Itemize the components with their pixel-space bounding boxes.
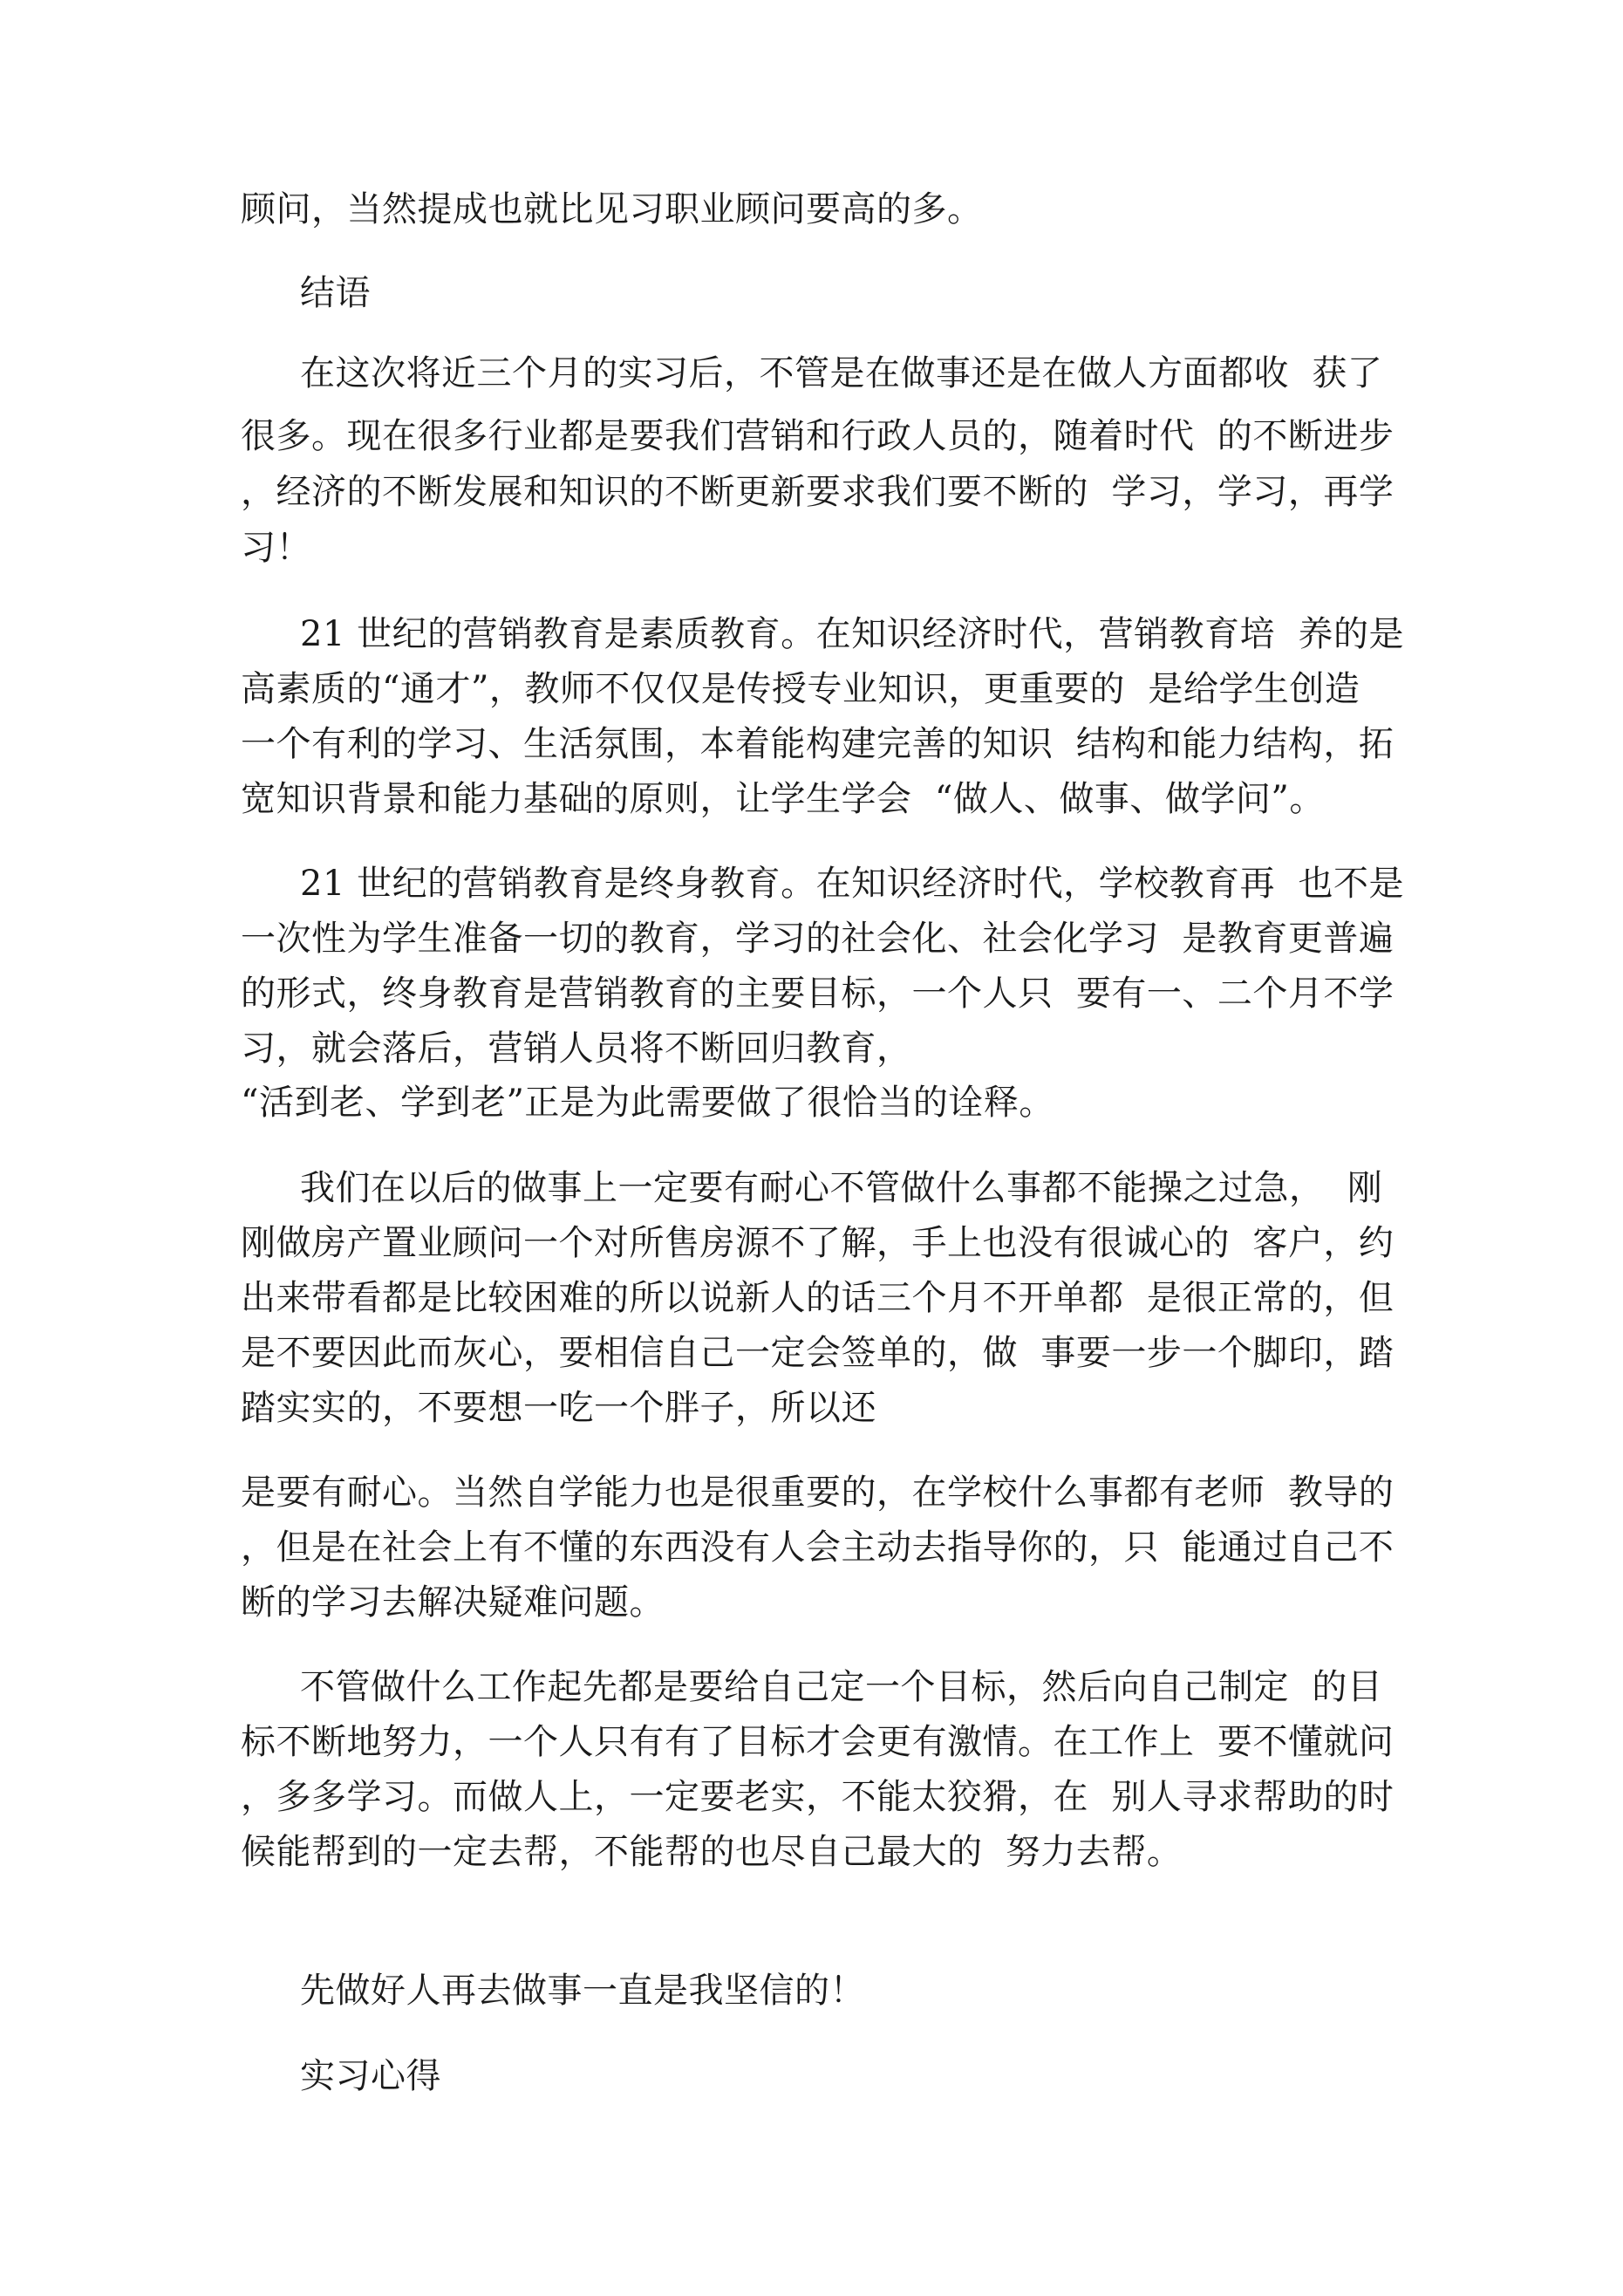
document-page: [241, 0, 1409, 2296]
section-heading: 实习心得: [300, 2056, 441, 2096]
text-line: 21 世纪的营销教育是终身教育。在知识经济时代，学校教育再 也不是: [300, 864, 1405, 904]
text-line: 标不断地努力，一个人只有有了目标才会更有激情。在工作上 要不懂就问: [241, 1722, 1395, 1762]
text-line: 21 世纪的营销教育是素质教育。在知识经济时代，营销教育培 养的是: [300, 614, 1405, 654]
text-line: 我们在以后的做事上一定要有耐心不管做什么事都不能操之过急， 刚: [300, 1168, 1383, 1208]
text-line: 刚做房产置业顾问一个对所售房源不了解，手上也没有很诚心的 客户，约: [241, 1223, 1395, 1263]
text-line: 很多。现在很多行业都是要我们营销和行政人员的，随着时代 的不断进步: [241, 416, 1395, 456]
text-line: “活到老、学到老”正是为此需要做了很恰当的诠释。: [241, 1083, 1054, 1123]
text-line: 断的学习去解决疑难问题。: [241, 1582, 665, 1623]
text-line: 不管做什么工作起先都是要给自己定一个目标，然后向自己制定 的目: [300, 1667, 1383, 1707]
text-line: 习，就会落后，营销人员将不断回归教育，: [241, 1028, 912, 1069]
text-line: 候能帮到的一定去帮，不能帮的也尽自己最大的 努力去帮。: [241, 1832, 1183, 1872]
text-line: ，多多学习。而做人上，一定要老实，不能太狡猾，在 别人寻求帮助的时: [241, 1777, 1395, 1817]
text-line: 习！: [241, 528, 311, 568]
text-line: 一个有利的学习、生活氛围，本着能构建完善的知识 结构和能力结构，拓: [241, 724, 1395, 764]
text-line: 先做好人再去做事一直是我坚信的！: [300, 1971, 865, 2011]
text-line: 宽知识背景和能力基础的原则，让学生学会 “做人、做事、做学问”。: [241, 779, 1325, 819]
text-line: 是要有耐心。当然自学能力也是很重要的，在学校什么事都有老师 教导的: [241, 1473, 1395, 1513]
text-line: 高素质的“通才”，教师不仅仅是传授专业知识，更重要的 是给学生创造: [241, 669, 1360, 709]
text-line: 踏实实的，不要想一吃一个胖子，所以还: [241, 1388, 876, 1428]
text-line: 在这次将近三个月的实习后，不管是在做事还是在做人方面都收 获了: [300, 353, 1383, 393]
text-line: 是不要因此而灰心，要相信自己一定会签单的，做 事要一步一个脚印，踏: [241, 1333, 1395, 1373]
text-line: ，但是在社会上有不懂的东西没有人会主动去指导你的，只 能通过自己不: [241, 1527, 1395, 1568]
text-line: 顾问，当然提成也就比见习职业顾问要高的多。: [241, 189, 983, 229]
section-heading: 结语: [300, 273, 371, 313]
text-line: 一次性为学生准备一切的教育，学习的社会化、社会化学习 是教育更普遍: [241, 919, 1395, 959]
text-line: 的形式，终身教育是营销教育的主要目标，一个人只 要有一、二个月不学: [241, 974, 1395, 1014]
text-line: 出来带看都是比较困难的所以说新人的话三个月不开单都 是很正常的，但: [241, 1278, 1395, 1318]
text-line: ，经济的不断发展和知识的不断更新要求我们要不断的 学习，学习，再学: [241, 472, 1395, 512]
